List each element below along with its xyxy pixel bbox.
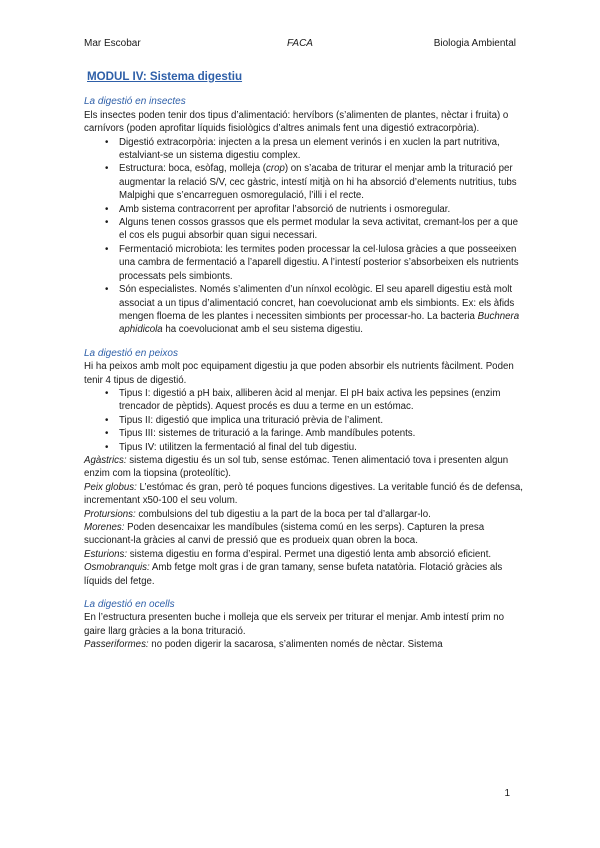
definition-morenes: Morenes: Poden desencaixar les mandíbules (sistema comú en les serps). Capturen la presa succionant-la gràcies al canvi de pressió que es produeix quan obren la boca. [84,522,485,547]
list-item: • Digestió extracorpòria: injecten a la presa un element verinós i en xuclen la part nutritiva, estalviant-se un sistema digestiu complex. [119,136,524,163]
list-item: • Tipus II: digestió que implica una trituració prèvia de l’aliment. [119,414,524,427]
definition-protursions: Protursions: combulsions del tub digestiu a la part de la boca per tal d’allargar-lo. [84,508,431,520]
insects-list [84,136,524,337]
definition-peix-globus: Peix globus: L’estómac és gran, però té poques funcions digestives. La veritable funció és de defensa, incrementant x50-100 el seu volum. [84,481,523,507]
definition-passeriformes: Passeriformes: no poden digerir la sacarosa, s’alimenten només de nèctar. Sistema [84,639,443,651]
list-item: • Tipus III: sistemes de trituració a la faringe. Amb mandíbules potents. [119,427,524,440]
fish-list [84,387,524,454]
fish-intro: Hi ha peixos amb molt poc equipament digestiu ja que poden absorbir els nutrients fàcilment. Poden tenir 4 tipus de digestió. [84,361,514,386]
definition-agastrics: Agàstrics: sistema digestiu és un sol tub, sense estómac. Tenen alimentació tova i presenten algun enzim com la tiopsina (proteolític). [84,454,509,480]
header-subject: Biologia Ambiental [433,38,516,49]
section-heading-birds: La digestió en ocells [84,599,175,611]
list-item: • Amb sistema contracorrent per aprofitar l’absorció de nutrients i osmoregular. [119,203,524,216]
header-center: FACA [287,38,313,49]
section-heading-insects: La digestió en insectes [84,96,186,108]
list-item: • Fermentació microbiota: les termites poden processar la cel·lulosa gràcies a que posseeixen una cambra de fermentació a l’aparell digestiu. A l’intestí posterior s’absorbeixen els nutrients processats pels simbionts. [119,243,524,283]
list-item: • Tipus I: digestió a pH baix, alliberen àcid al menjar. El pH baix activa les pepsines (enzim trencador de pèptids). Aquest procés es duu a terme en un estómac. [119,387,524,414]
document-title: MODUL IV: Sistema digestiu [87,70,243,83]
page-content [84,70,524,652]
list-item: • Tipus IV: utilitzen la fermentació al final del tub digestiu. [119,441,524,454]
insects-intro: Els insectes poden tenir dos tipus d’alimentació: hervíbors (s’alimenten de plantes, nèctar i fruita) o carnívors (poden aprofitar líquids fisiològics d’altres animals fent una digestió extracorpòria). [84,109,509,135]
list-item: • Alguns tenen cossos grassos que els permet modular la seva activitat, cremant-los per a que el cos els pugui absorbir quan sigui necessari. [119,216,524,243]
definition-esturions: Esturions: sistema digestiu en forma d’espiral. Permet una digestió lenta amb absorció eficient. [84,548,492,560]
header-author: Mar Escobar [84,38,141,49]
birds-intro: En l’estructura presenten buche i molleja que els serveix per triturar el menjar. Amb intestí prim no gaire llarg gràcies a la bona trituració. [84,612,504,637]
definition-osmobranquis: Osmobranquis: Amb fetge molt gras i de gran tamany, sense bufeta natatòria. Flotació gràcies als líquids del fetge. [84,562,503,587]
section-heading-fish: La digestió en peixos [84,347,178,359]
list-item: • Són especialistes. Només s’alimenten d’un nínxol ecològic. El seu aparell digestiu està molt associat a un tipus d’alimentació concret, han coevolucionat amb els simbionts. Ex: els àfids mengen floema de les plantes i necessiten simbionts per processar-ho. La bacteria Buchnera aphidicola ha coevolucionat amb el seu sistema digestiu. [119,283,524,337]
page-number: 1 [504,788,510,799]
list-item: • Estructura: boca, esòfag, molleja (crop) on s’acaba de triturar el menjar amb la trituració per augmentar la relació S/V, cec gàstric, intestí mitjà on hi ha absorció d’elements nutritius, tubs Malpighi que s’encarreguen osmoregulació, l’illi i el recte. [119,162,524,202]
page-header [84,38,516,52]
